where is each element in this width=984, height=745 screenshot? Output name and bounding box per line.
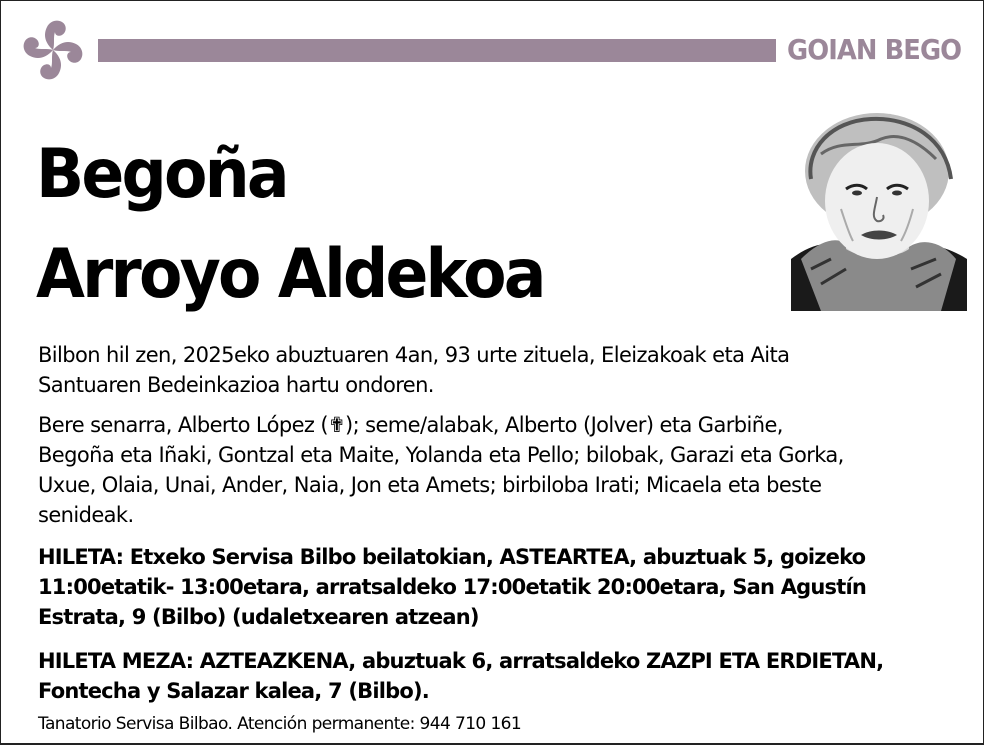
text-line: HILETA MEZA: AZTEAZKENA, abuztuak 6, arratsaldeko ZAZPI ETA ERDIETAN, [38,649,884,673]
deceased-first-name: Begoña [36,135,287,214]
funeral-mass-paragraph [38,646,968,706]
text-line: Santuaren Bedeinkazioa hartu ondoren. [38,373,434,397]
death-notice-paragraph [38,340,968,400]
wake-paragraph [38,542,968,632]
funeral-home-footer: Tanatorio Servisa Bilbao. Atención permanente: 944 710 161 [38,714,522,734]
text-line: senideak. [38,503,134,527]
obituary-header [1,1,984,91]
text-line: Bere senarra, Alberto López (✟); seme/alabak, Alberto (Jolver) eta Garbiñe, [38,413,783,437]
deceased-surnames: Arroyo Aldekoa [36,235,544,314]
text-line: Uxue, Olaia, Unai, Ander, Naia, Jon eta Amets; birbiloba Irati; Micaela eta beste [38,473,822,497]
text-line: 11:00etatik- 13:00etara, arratsaldeko 17:00etatik 20:00etara, San Agustín [38,575,867,599]
text-line: Fontecha y Salazar kalea, 7 (Bilbo). [38,679,429,703]
text-line: HILETA: Etxeko Servisa Bilbo beilatokian, ASTEARTEA, abuztuak 5, goizeko [38,545,866,569]
text-line: Bilbon hil zen, 2025eko abuztuaren 4an, 93 urte zituela, Eleizakoak eta Aita [38,343,790,367]
header-bar [98,39,776,62]
family-paragraph [38,410,968,530]
portrait-image [791,109,967,311]
deceased-photo [791,109,967,311]
text-line: Begoña eta Iñaki, Gontzal eta Maite, Yolanda eta Pello; bilobak, Garazi eta Gorka, [38,443,844,467]
lauburu-icon [15,13,91,87]
text-line: Estrata, 9 (Bilbo) (udaletxearen atzean) [38,605,479,629]
header-label: GOIAN BEGO [787,33,962,66]
